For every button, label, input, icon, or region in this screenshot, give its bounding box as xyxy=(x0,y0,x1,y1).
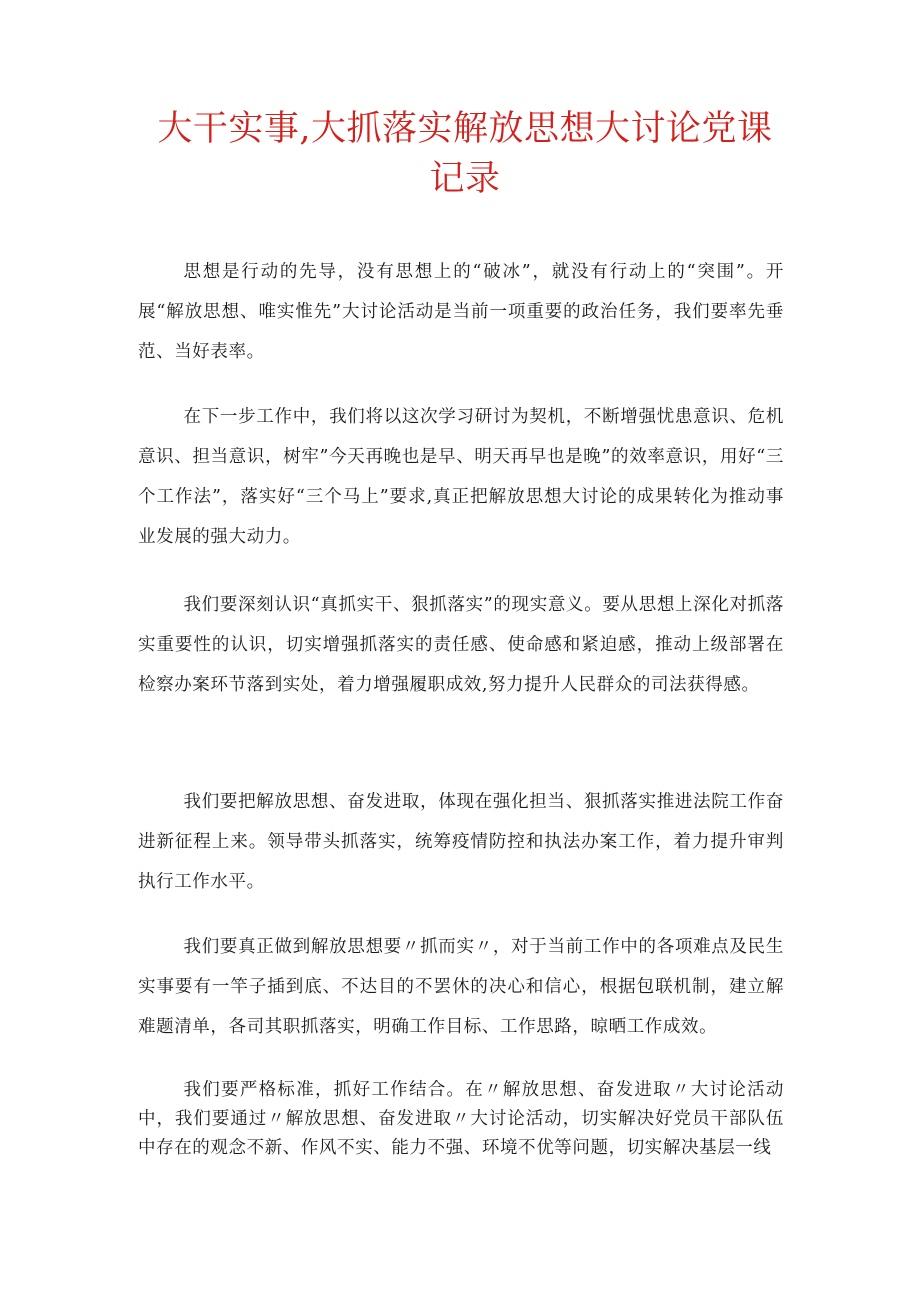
title-line-1: 大干实事,大抓落实解放思想大讨论党课 xyxy=(157,109,773,149)
document-title xyxy=(140,104,790,204)
paragraph-2: 在下一步工作中，我们将以这次学习研讨为契机，不断增强忧患意识、危机意识、担当意识，树牢”今天再晚也是早、明天再早也是晚”的效率意识，用好“三个工作法”，落实好“三个马上”要求,真正把解放思想大讨论的成果转化为推动事业发展的强大动力。 xyxy=(138,407,784,547)
title-line-2: 记录 xyxy=(429,159,501,199)
paragraph-4: 我们要把解放思想、奋发进取，体现在强化担当、狠抓落实推进法院工作奋进新征程上来。领导带头抓落实，统筹疫情防控和执法办案工作，着力提升审判执行工作水平。 xyxy=(138,792,784,892)
paragraph-3: 我们要深刻认识“真抓实干、狠抓落实”的现实意义。要从思想上深化对抓落实重要性的认识，切实增强抓落实的责任感、使命感和紧迫感，推动上级部署在检察办案环节落到实处，着力增强履职成效,努力提升人民群众的司法获得感。 xyxy=(138,595,784,695)
paragraph-5: 我们要真正做到解放思想要〃抓而实〃，对于当前工作中的各项难点及民生实事要有一竿子插到底、不达目的不罢休的决心和信心，根据包联机制，建立解难题清单，各司其职抓落实，明确工作目标、工作思路，晾晒工作成效。 xyxy=(138,937,784,1037)
paragraph-6: 我们要严格标准，抓好工作结合。在〃解放思想、奋发进取〃大讨论活动中，我们要通过〃解放思想、奋发进取〃大讨论活动，切实解决好党员干部队伍中存在的观念不新、作风不实、能力不强、环境不优等问题，切实解决基层一线 xyxy=(138,1080,784,1158)
paragraph-1: 思想是行动的先导，没有思想上的“破冰”，就没有行动上的“突围”。开展“解放思想、唯实惟先”大讨论活动是当前一项重要的政治任务，我们要率先垂范、当好表率。 xyxy=(138,262,784,362)
